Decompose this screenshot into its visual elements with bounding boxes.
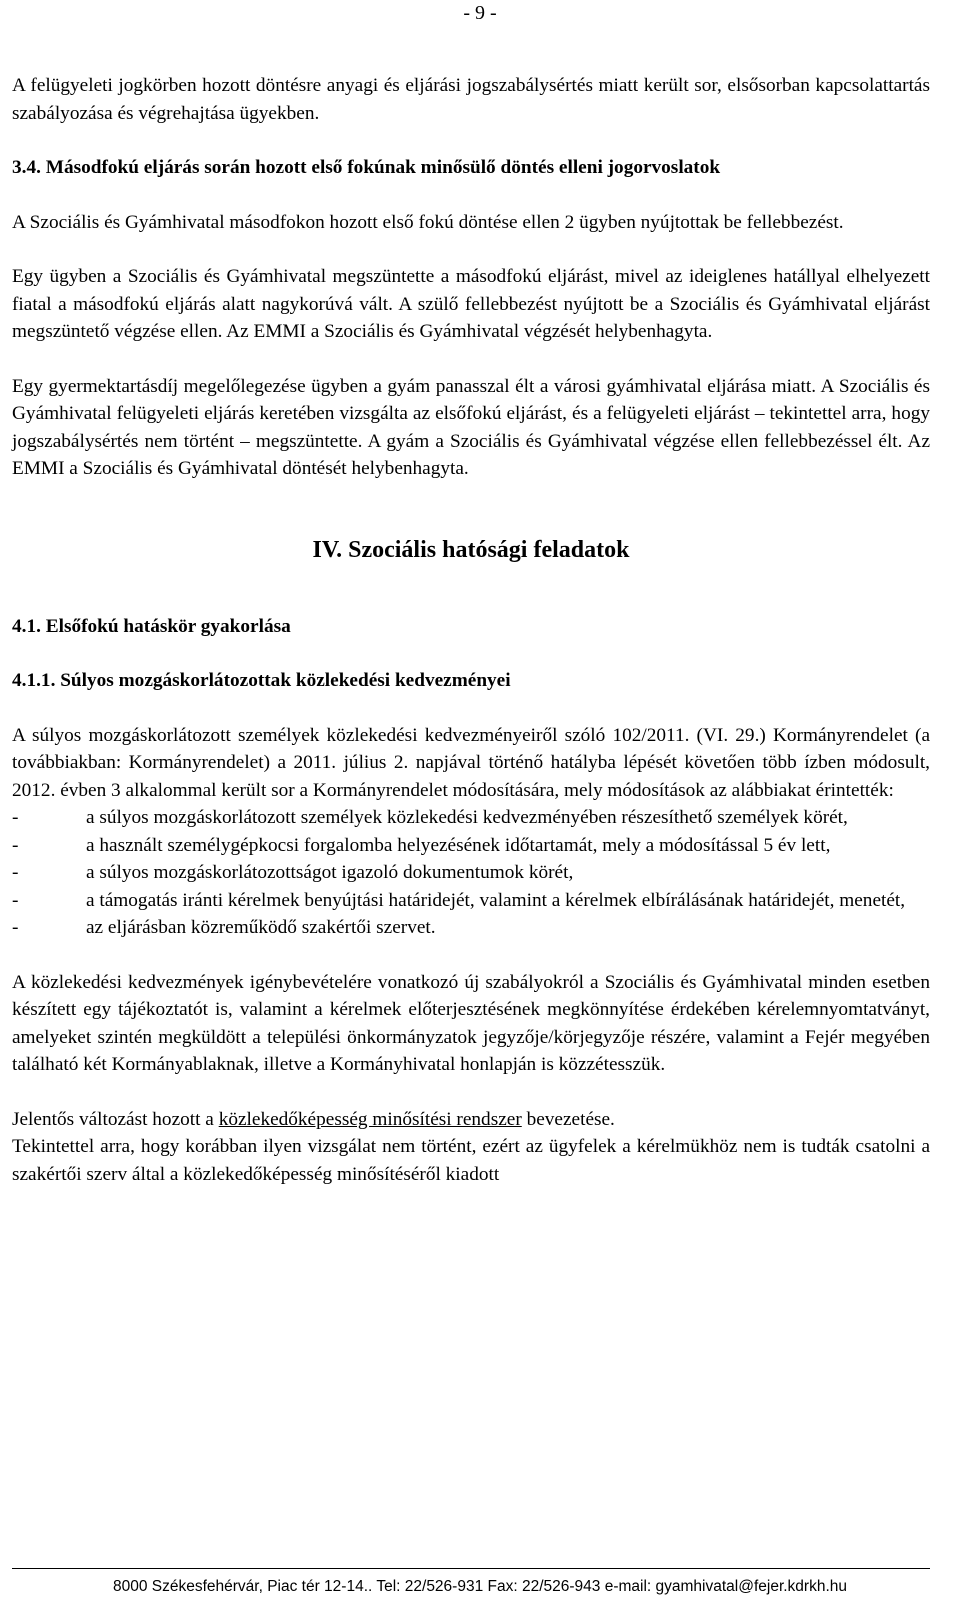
list-item [12, 804, 930, 832]
document-body [12, 72, 930, 1188]
list-dash: - [12, 917, 19, 938]
list-item-text: a súlyos mozgáskorlátozottságot igazoló dokumentumok körét, [86, 862, 574, 883]
paragraph-significant-change [12, 1106, 930, 1134]
list-dash: - [12, 862, 19, 883]
paragraph-appeals-count: A Szociális és Gyámhivatal másodfokon hozott első fokú döntése ellen 2 ügyben nyújtottak be fellebbezést. [12, 211, 844, 233]
list-dash: - [12, 807, 19, 828]
list-item [12, 914, 930, 942]
change-text-end: bevezetése. [521, 1108, 615, 1130]
list-dash: - [12, 889, 19, 911]
list-item [12, 887, 930, 915]
heading-4-1-1: 4.1.1. Súlyos mozgáskorlátozottak közlekedési kedvezményei [12, 670, 511, 691]
footer-divider [12, 1568, 930, 1569]
footer-contact: 8000 Székesfehérvár, Piac tér 12-14.. Tel: 22/526-931 Fax: 22/526-943 e-mail: gyamhivatal@fejer.kdrkh.hu [112, 1578, 848, 1595]
list-item-text: a súlyos mozgáskorlátozott személyek közlekedési kedvezményében részesíthető személyek körét, [86, 807, 848, 828]
section-title-iv: IV. Szociális hatósági feladatok [312, 536, 630, 563]
heading-3-4: 3.4. Másodfokú eljárás során hozott első fokúnak minősülő döntés elleni jogorvoslatok [12, 157, 721, 178]
paragraph-case-one: Egy ügyben a Szociális és Gyámhivatal megszüntette a másodfokú eljárást, mivel az ideiglenes hatállyal elhelyezett fiatal a másodfokú eljárás alatt nagykorúvá vált. A szülő fellebbezést nyújtott be a Szociális és Gyámhivatal eljárást megszüntető végzése ellen. Az EMMI a Szociális és Gyámhivatal végzését helybenhagyta. [12, 266, 930, 342]
change-text-start: Jelentős változást hozott a [12, 1108, 219, 1130]
amendment-list [12, 804, 930, 942]
underlined-term: közlekedőképesség minősítési rendszer [218, 1108, 522, 1130]
paragraph-information: A közlekedési kedvezmények igénybevételére vonatkozó új szabályokról a Szociális és Gyámhivatal minden esetben készített egy tájékoztatót is, valamint a kérelmek előterjesztésének megkönnyítése érdekében kérelemnyomtatványt, amelyeket szintén megküldött a települési önkormányzatok jegyzője/körjegyzője részére, valamint a Fejér megyében található két Kormányablaknak, illetve a Kormányhivatal honlapján is közzétesszük. [12, 971, 930, 1075]
list-item [12, 832, 930, 860]
paragraph-previous-practice: Tekintettel arra, hogy korábban ilyen vizsgálat nem történt, ezért az ügyfelek a kérelmükhöz nem is tudták csatolni a szakértői szerv által a közlekedőképesség minősítéséről kiadott [12, 1136, 930, 1185]
heading-4-1: 4.1. Elsőfokú hatáskör gyakorlása [12, 615, 291, 637]
paragraph-case-two: Egy gyermektartásdíj megelőlegezése ügyben a gyám panasszal élt a városi gyámhivatal eljárása miatt. A Szociális és Gyámhivatal felügyeleti eljárás keretében vizsgálta az elsőfokú eljárást, és a felügyeleti eljárást – tekintettel arra, hogy jogszabálysértés nem történt – megszüntette. A gyám a Szociális és Gyámhivatal végzése ellen fellebbezéssel élt. Az EMMI a Szociális és Gyámhivatal döntését helybenhagyta. [12, 375, 930, 479]
list-item-text: az eljárásban közreműködő szakértői szervet. [86, 917, 436, 938]
paragraph-supervisory: A felügyeleti jogkörben hozott döntésre anyagi és eljárási jogszabálysértés miatt került sor, elsősorban kapcsolattartás szabályozása és végrehajtása ügyekben. [12, 75, 930, 124]
list-item-text: a használt személygépkocsi forgalomba helyezésének időtartamát, mely a módosítással 5 év lett, [86, 834, 831, 856]
page-number: - 9 - [463, 2, 497, 24]
list-dash: - [12, 834, 19, 856]
list-item [12, 859, 930, 887]
paragraph-regulation: A súlyos mozgáskorlátozott személyek közlekedési kedvezményeiről szóló 102/2011. (VI. 29.) Kormányrendelet (a továbbiakban: Kormányrendelet) a 2011. július 2. napjával történő hatályba lépését követően több ízben módosult, 2012. évben 3 alkalommal került sor a Kormányrendelet módosítására, mely módosítások az alábbiakat érintették: [12, 724, 930, 801]
list-item-text: a támogatás iránti kérelmek benyújtási határidejét, valamint a kérelmek elbírálásának határidejét, menetét, [86, 889, 906, 911]
